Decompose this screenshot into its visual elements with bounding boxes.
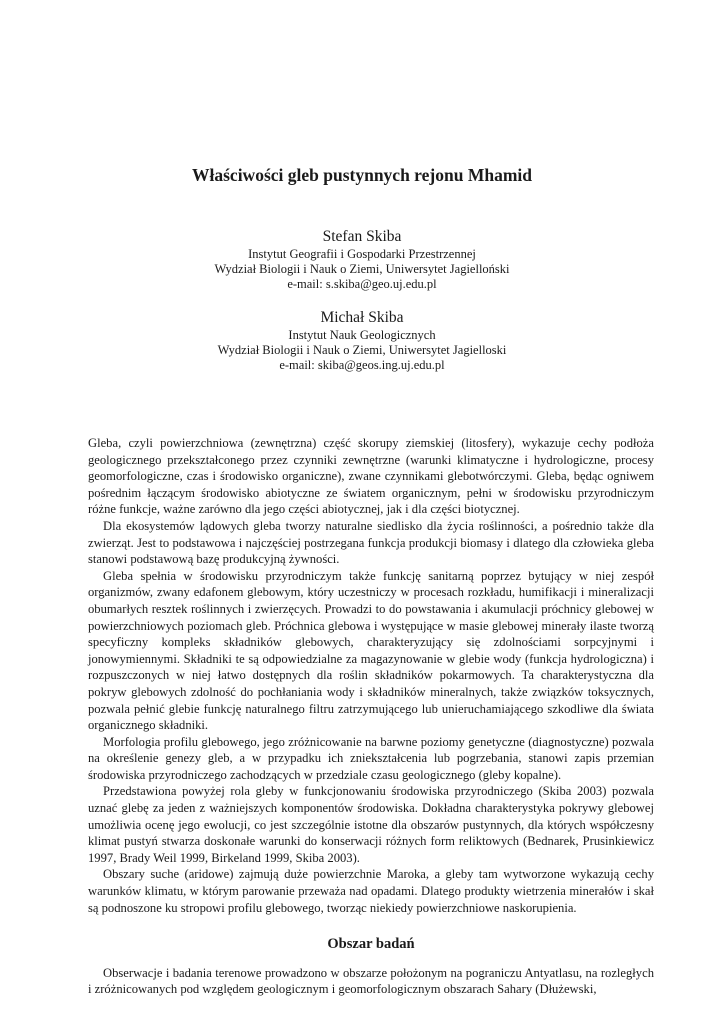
section-heading: Obszar badań (327, 936, 415, 953)
author-email: e-mail: s.skiba@geo.uj.edu.pl (287, 277, 437, 291)
author-faculty: Wydział Biologii i Nauk o Ziemi, Uniwersytet Jagielloński (214, 262, 510, 276)
author-2 (0, 307, 724, 373)
body-paragraph: Obserwacje i badania terenowe prowadzono w obszarze położonym na pograniczu Antyatlasu, na rozległych i zróżnicowanych pod względem geologicznym i geomorfologicznym obszarach Sahary (Dłużewski, (88, 965, 654, 997)
author-email: e-mail: skiba@geos.ing.uj.edu.pl (279, 358, 445, 372)
body-paragraph: Gleba spełnia w środowisku przyrodniczym także funkcję sanitarną poprzez bytujący w niej zespół organizmów, zwany edafonem glebowym, który uczestniczy w procesach rozkładu, humifikacji i mineralizacji obumarłych resztek roślinnych i zwierzęcych. Prowadzi to do powstawania i akumulacji próchnicy glebowej w powierzchniowych poziomach gleb. Próchnica glebowa i występujące w masie glebowej minerały ilaste tworzą specyficzny kompleks składników glebowych, charakteryzujący się zdolnościami sorpcyjnymi i jonowymiennymi. Składniki te są odpowiedzialne za magazynowanie w glebie wody (funkcja hydrologiczna) i rozpuszczonych w niej łatwo dostępnych dla roślin składników pokarmowych. Ta charakterystyczna dla pokryw glebowych zdolność do pochłaniania wody i składników mineralnych, także związków toksycznych, pozwala pełnić glebie funkcję naturalnego filtru zatrzymującego lub unieruchamiającego szkodliwe dla świata organicznego składniki. (88, 568, 654, 733)
body-paragraph: Gleba, czyli powierzchniowa (zewnętrzna) część skorupy ziemskiej (litosfery), wykazuje cechy podłoża geologicznego przekształconego przez czynniki zewnętrzne (warunki klimatyczne i hydrologiczne, procesy geomorfologiczne, czas i środowisko organiczne), zwane czynnikami glebotwórczymi. Gleba, będąc ogniwem pośrednim łączącym środowisko abiotyczne ze światem organicznym, pełni w środowisku przyrodniczym różne funkcje, ważne zarówno dla jego części abiotycznej, jak i dla części biotycznej. (88, 436, 654, 517)
author-1 (0, 226, 724, 292)
body-paragraph: Przedstawiona powyżej rola gleby w funkcjonowaniu środowiska przyrodniczego (Skiba 2003) pozwala uznać glebę za jeden z ważniejszych komponentów środowiska. Dokładna charakterystyka pokrywy glebowej umożliwia ocenę jego ewolucji, co jest szczególnie istotne dla obszarów pustynnych, dla których współczesny klimat pustyń stwarza doskonałe warunki do konserwacji różnych form reliktowych (Bednarek, Prusinkiewicz 1997, Brady Weil 1999, Birkeland 1999, Skiba 2003). (88, 784, 654, 865)
article-body (88, 435, 654, 998)
article-title: Właściwości gleb pustynnych rejonu Mhamid (192, 165, 532, 185)
body-paragraph: Obszary suche (aridowe) zajmują duże powierzchnie Maroka, a gleby tam wytworzone wykazują cechy warunków klimatu, w którym parowanie przeważa nad opadami. Dlatego produkty wietrzenia minerałów i skał są podnoszone ku stropowi profilu glebowego, tworząc niekiedy powierzchniowe naskorupienia. (88, 867, 654, 915)
author-faculty: Wydział Biologii i Nauk o Ziemi, Uniwersytet Jagielloski (217, 343, 507, 357)
author-institute: Instytut Geografii i Gospodarki Przestrzennej (248, 247, 476, 261)
body-paragraph: Morfologia profilu glebowego, jego zróżnicowanie na barwne poziomy genetyczne (diagnostyczne) pozwala na określenie genezy gleb, a w przypadku ich zniekształcenia lub pogrzebania, stanowi zapis przemian środowiska przyrodniczego zachodzących w przedziale czasu geologicznego (gleby kopalne). (88, 734, 654, 782)
author-block (0, 226, 724, 388)
author-institute: Instytut Nauk Geologicznych (288, 328, 436, 342)
body-paragraph: Dla ekosystemów lądowych gleba tworzy naturalne siedlisko dla życia roślinności, a pośrednio także dla zwierząt. Jest to podstawowa i najczęściej postrzegana funkcja produkcji biomasy i dlatego dla człowieka gleba stanowi podstawową bazę produkcyjną żywności. (88, 518, 654, 567)
author-name: Stefan Skiba (322, 228, 402, 245)
author-name: Michał Skiba (320, 309, 404, 326)
